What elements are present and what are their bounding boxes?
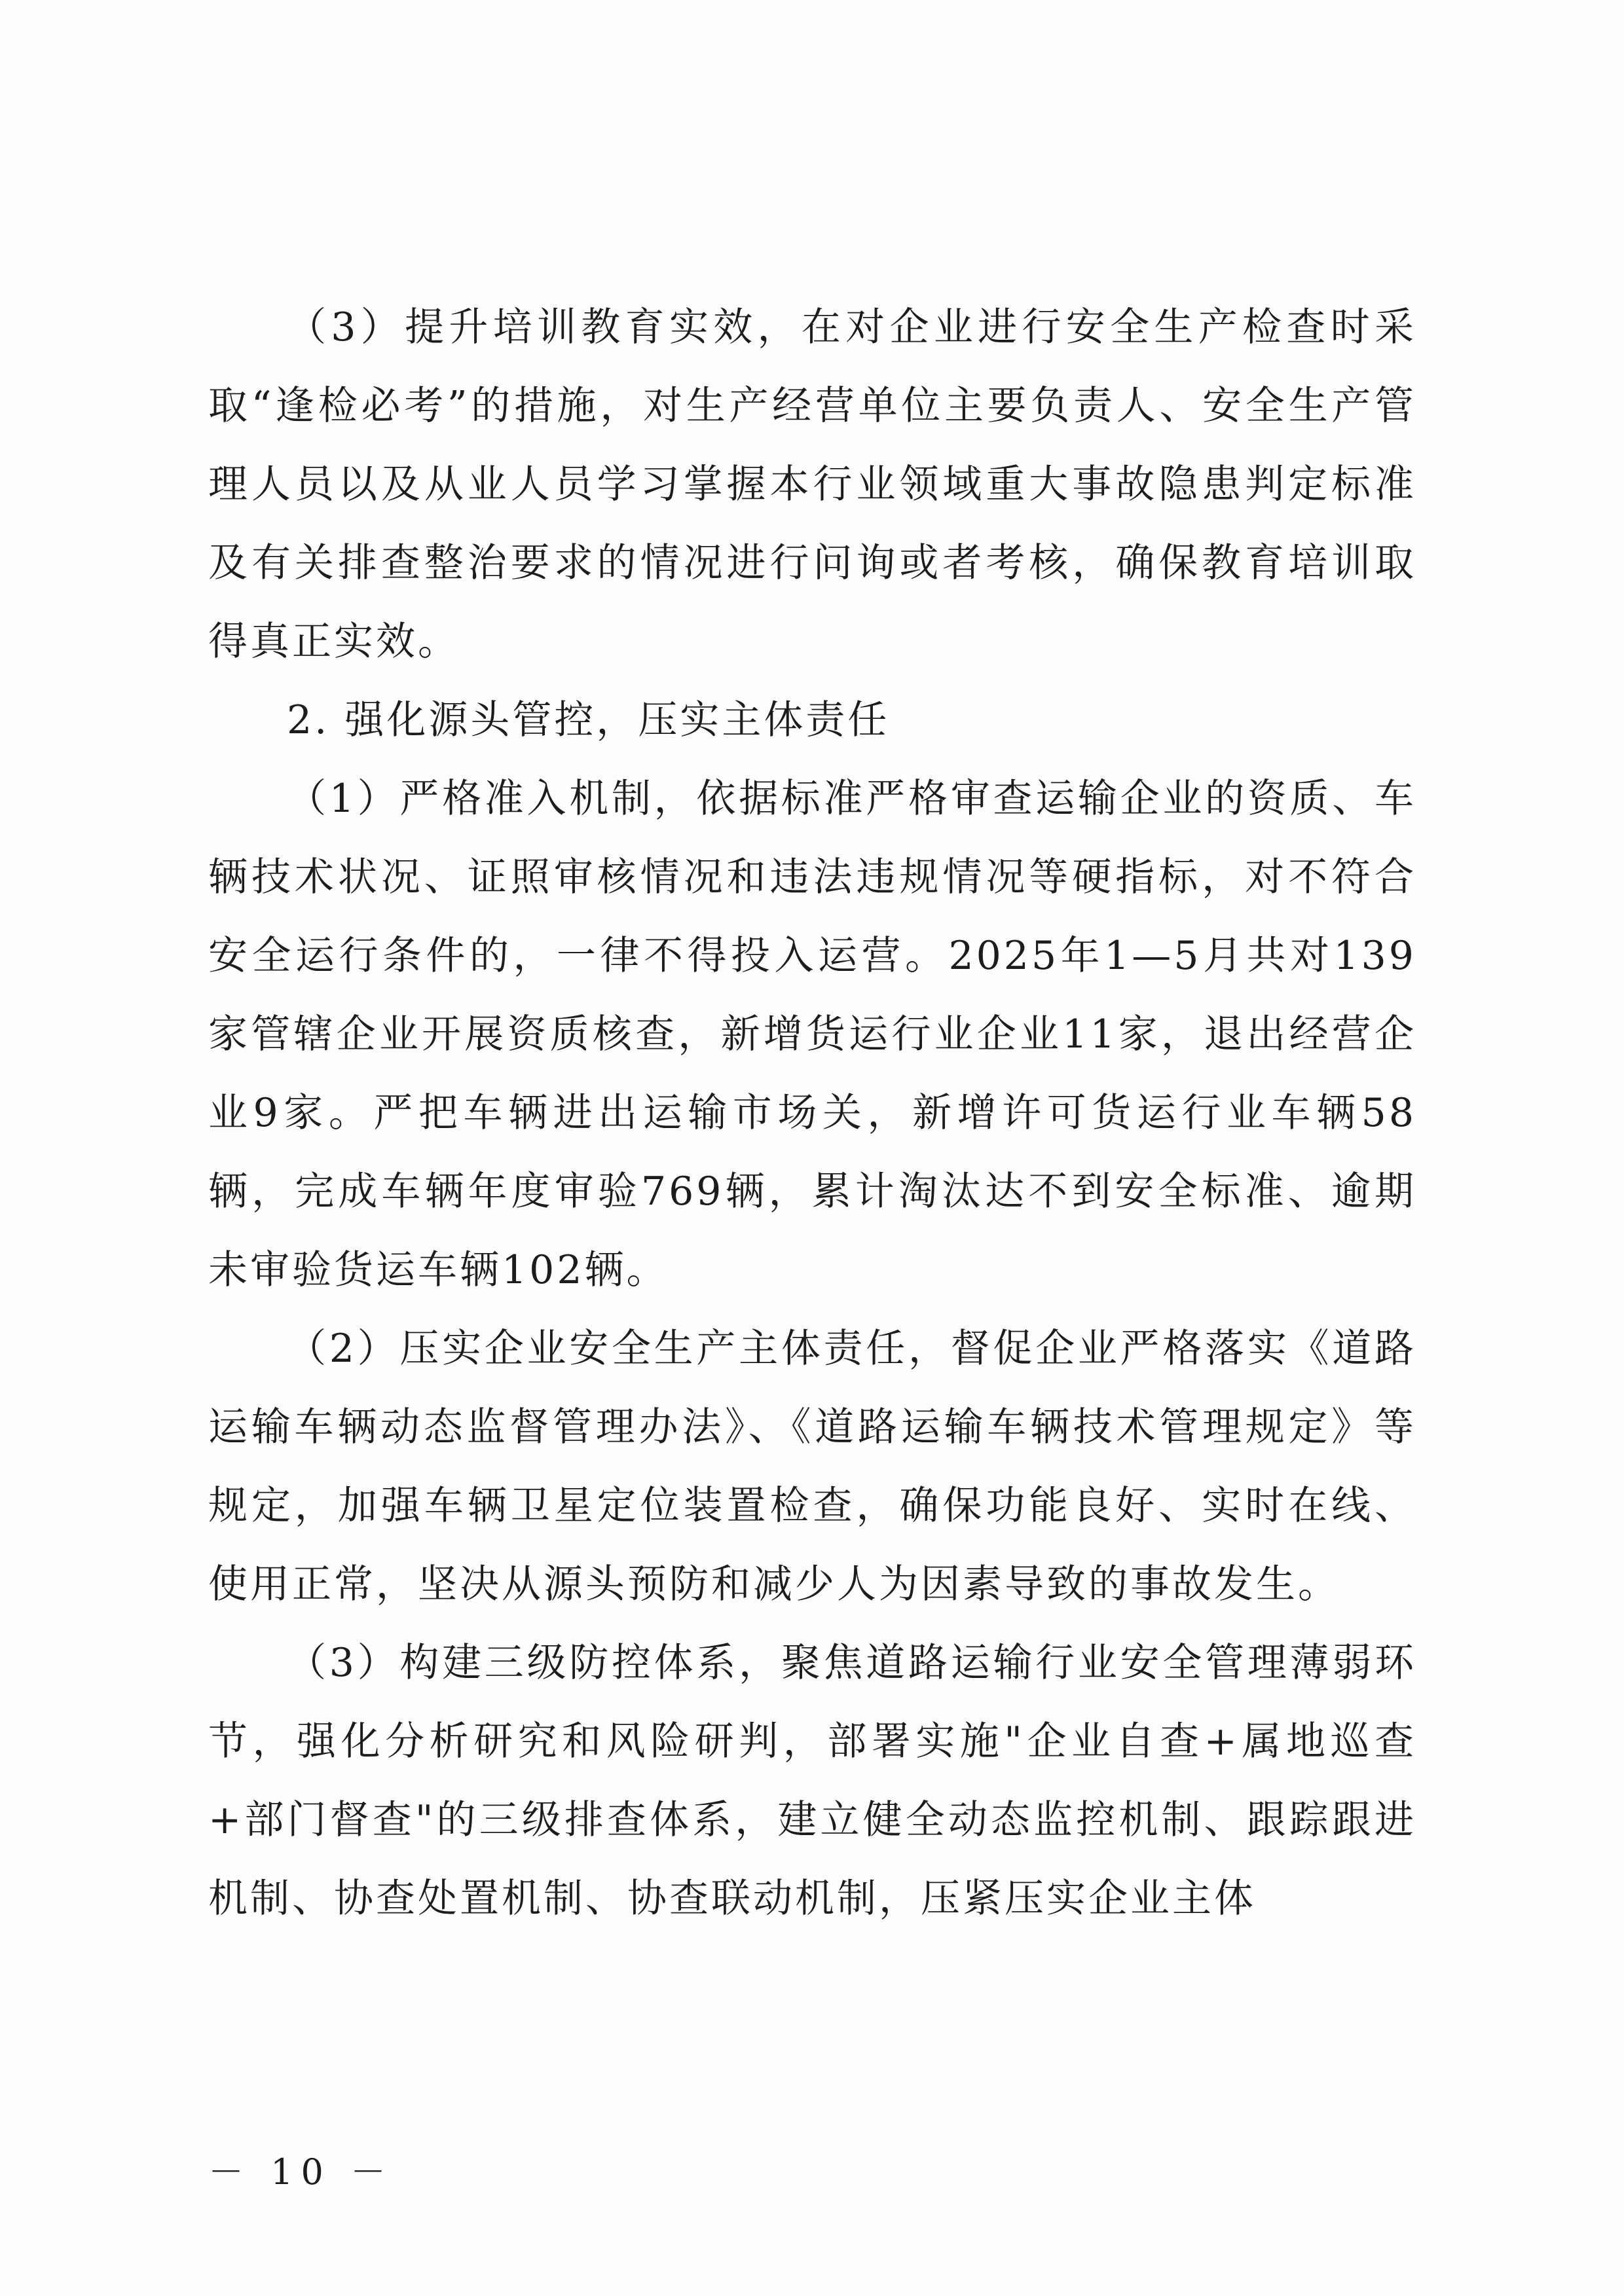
paragraph-enterprise-responsibility: （2）压实企业安全生产主体责任，督促企业严格落实《道路运输车辆动态监督管理办法》、《道路运输车辆技术管理规定》等规定，加强车辆卫星定位装置检查，确保功能良好、实时在线、使用正常，坚决从源头预防和减少人为因素导致的事故发生。 [208, 1326, 1416, 1607]
paragraph-three-level-control: （3）构建三级防控体系，聚焦道路运输行业安全管理薄弱环节，强化分析研究和风险研判，部署实施"企业自查+属地巡查+部门督查"的三级排查体系，建立健全动态监控机制、跟踪跟进机制、协查处置机制、协查联动机制，压紧压实企业主体 [208, 1640, 1416, 1922]
document-body [208, 288, 1416, 1938]
section-heading-source-control: 2. 强化源头管控，压实主体责任 [287, 697, 890, 743]
page-number: － 10 － [208, 2151, 394, 2193]
paragraph-access-mechanism: （1）严格准入机制，依据标准严格审查运输企业的资质、车辆技术状况、证照审核情况和违法违规情况等硬指标，对不符合安全运行条件的，一律不得投入运营。2025年1—5月共对139家管辖企业开展资质核查，新增货运行业企业11家，退出经营企业9家。严把车辆进出运输市场关，新增许可货运行业车辆58辆，完成车辆年度审验769辆，累计淘汰达不到安全标准、逾期未审验货运车辆102辆。 [208, 776, 1416, 1293]
paragraph-training-effectiveness: （3）提升培训教育实效，在对企业进行安全生产检查时采取“逢检必考”的措施，对生产经营单位主要负责人、安全生产管理人员以及从业人员学习掌握本行业领域重大事故隐患判定标准及有关排查整治要求的情况进行问询或者考核，确保教育培训取得真正实效。 [208, 304, 1416, 665]
